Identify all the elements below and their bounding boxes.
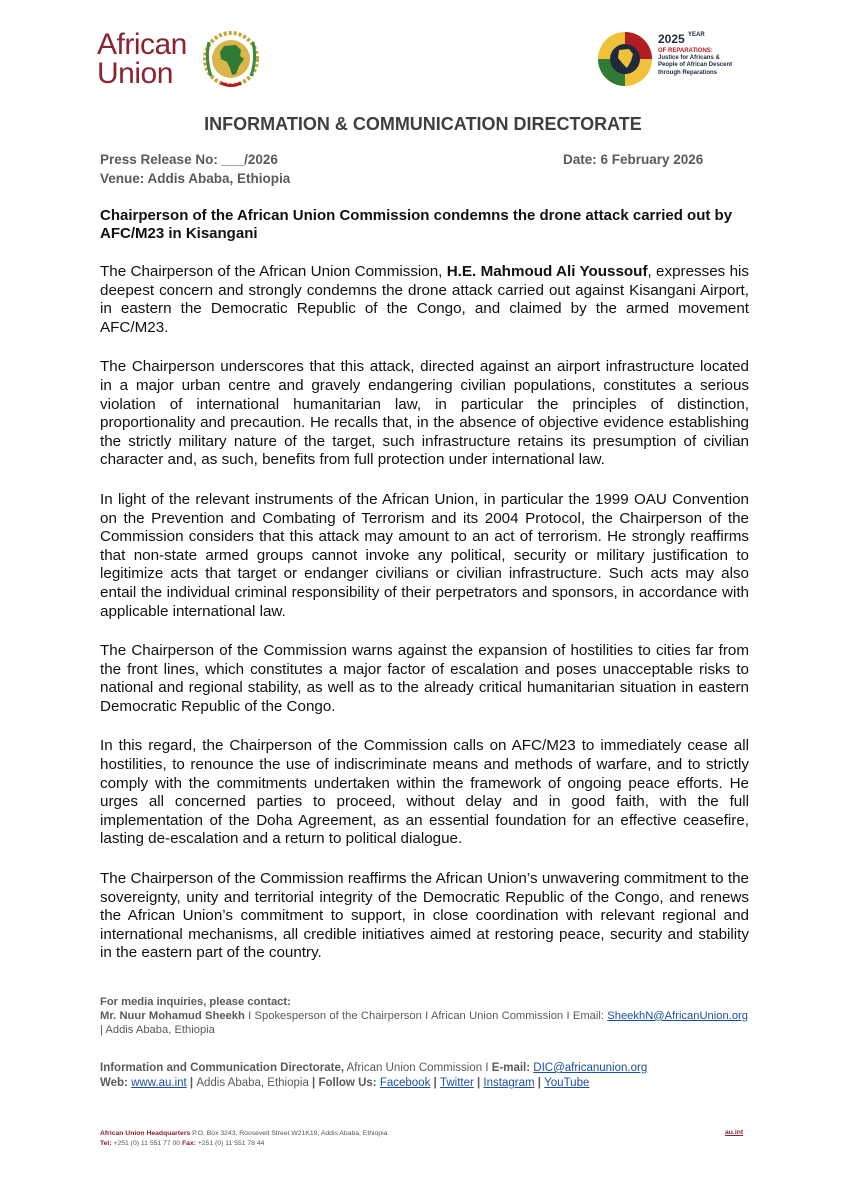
spokesperson-name: Mr. Nuur Mohamud Sheekh	[100, 1009, 245, 1022]
release-date: Date: 6 February 2026	[563, 152, 704, 167]
spokesperson-email-link[interactable]: SheekhN@AfricanUnion.org	[607, 1009, 748, 1022]
paragraph-4: The Chairperson of the Commission warns against the expansion of hostilities to cities far from the front lines, which constitutes a major factor of escalation and poses unacceptable risks to national and regional stability, as well as to the already critical humanitarian situation in eastern Democratic Republic of the Congo.	[100, 642, 749, 715]
headline: Chairperson of the African Union Commission condemns the drone attack carried out by AFC/M23 in Kisangani	[100, 207, 733, 242]
directorate-email-link[interactable]: DIC@africanunion.org	[533, 1062, 648, 1074]
chairperson-name: H.E. Mahmoud Ali Youssouf	[446, 263, 648, 280]
year-of-reparations-logo	[596, 30, 756, 90]
year-label: 2025 $^{YEAR}$	[658, 32, 705, 46]
african-union-logo	[97, 26, 267, 92]
youtube-link[interactable]: YouTube	[544, 1077, 590, 1089]
paragraph-6: The Chairperson of the Commission reaffirms the African Union’s unwavering commitment to the sovereignty, unity and territorial integrity of the Democratic Republic of the Congo, and renews the African Union’s commitment to support, in close coordination with relevant regional and international mechanisms, all credible initiatives aimed at restoring peace, security and stability in the eastern part of the country.	[100, 870, 749, 962]
paragraph-5: In this regard, the Chairperson of the Commission calls on AFC/M23 to immediately cease all hostilities, to renounce the use of indiscriminate means and methods of warfare, and to strictly comply with the commitments undertaken within the framework of ongoing peace efforts. He urges all concerned parties to proceed, without delay and in good faith, with the full implementation of the Doha Agreement, as an essential foundation for an effective ceasefire, lasting de-escalation and a return to political dialogue.	[100, 737, 749, 848]
website-link[interactable]: www.au.int	[131, 1077, 187, 1089]
facebook-link[interactable]: Facebook	[379, 1077, 431, 1089]
release-venue: Venue: Addis Ababa, Ethiopia	[100, 171, 291, 186]
headquarters-address: African Union Headquarters P.O. Box 3243, Roosevelt Street W21K19, Addis Ababa, Ethiopia Tel: +251 (0) 11 551 77 00 Fax: +251 (0) 11 551 78 44	[100, 1130, 388, 1147]
press-release-body	[100, 263, 749, 984]
twitter-link[interactable]: Twitter	[439, 1077, 474, 1089]
instagram-link[interactable]: Instagram	[483, 1077, 535, 1089]
paragraph-3: In light of the relevant instruments of the African Union, in particular the 1999 OAU Convention on the Prevention and Combating of Terrorism and its 2004 Protocol, the Chairperson of the Commission considers that this attack may amount to an act of terrorism. He strongly reaffirms that non-state armed groups cannot invoke any political, security or military justification to legitimize acts that target or endanger civilians or civilian infrastructure. Such acts may also entail the individual criminal responsibility of their perpetrators and sponsors, in accordance with applicable international law.	[100, 490, 749, 620]
directorate-footer: Information and Communication Directorate, African Union Commission I E-mail: DIC@africanunion.org Web: www.au.int | Addis Ababa, Ethiopia | Follow Us: Facebook | Twitter | Instagram | YouTube	[100, 1062, 648, 1089]
paragraph-2: The Chairperson underscores that this attack, directed against an airport infrastructure located in a major urban centre and gravely endangering civilian populations, constitutes a serious violation of international humanitarian law, in particular the principles of distinction, proportionality and precaution. He recalls that, in the absence of objective evidence establishing the strictly military nature of the target, such infrastructure retains its presumption of civilian character and, as such, benefits from full protection under international law.	[100, 358, 749, 469]
media-contact: For media inquiries, please contact: Mr. Nuur Mohamud Sheekh I Spokesperson of the Chairperson I African Union Commission I Email: SheekhN@AfricanUnion.org | Addis Ababa, Ethiopia	[100, 996, 748, 1036]
logo-text-african: African	[97, 28, 187, 61]
au-site-link[interactable]: au.int	[725, 1129, 744, 1136]
paragraph-1: The Chairperson of the African Union Commission, H.E. Mahmoud Ali Youssouf, expresses his deepest concern and strongly condemns the drone attack carried out against Kisangani Airport, in eastern the Democratic Republic of the Congo, and claimed by the armed movement AFC/M23.	[100, 263, 750, 336]
press-release-number: Press Release No: ___/2026	[100, 152, 278, 167]
directorate-title: INFORMATION & COMMUNICATION DIRECTORATE	[204, 114, 642, 134]
reparations-badge-icon	[596, 30, 654, 88]
logo-text-union: Union	[97, 57, 173, 90]
reparations-tagline: OF REPARATIONS: Justice for Africans & People of African Descent through Reparations	[658, 48, 733, 76]
media-contact-heading: For media inquiries, please contact:	[100, 996, 291, 1008]
au-emblem-icon	[199, 28, 263, 90]
